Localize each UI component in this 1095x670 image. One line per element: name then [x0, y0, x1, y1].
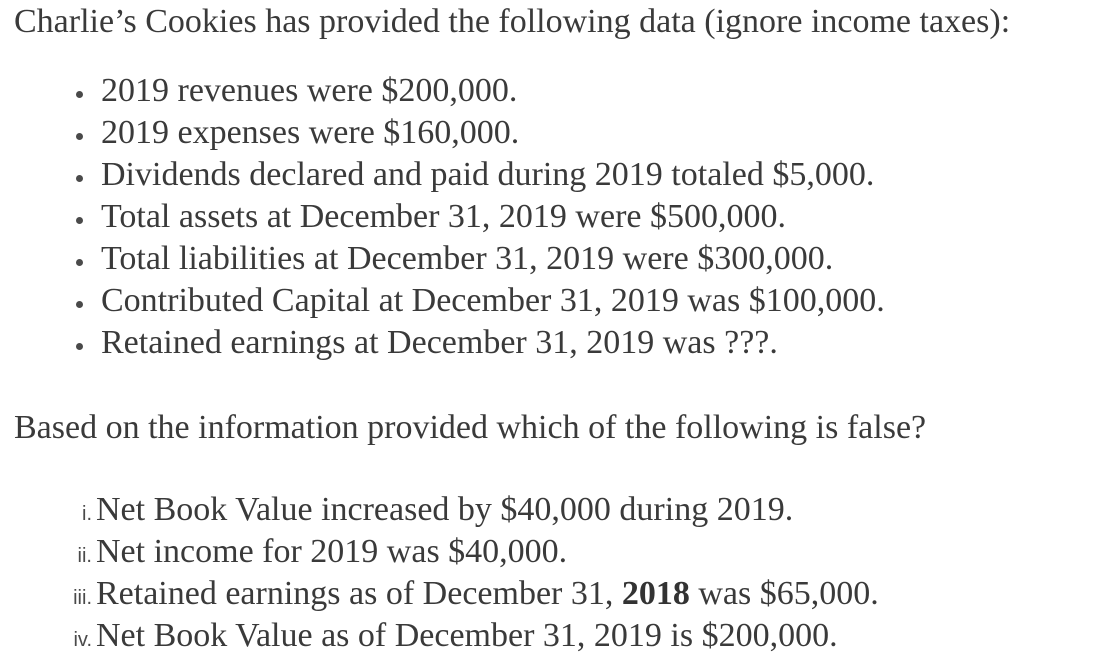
option-text: Net Book Value as of December 31, 2019 is $200,000. — [96, 617, 838, 654]
list-item — [74, 280, 885, 322]
fact-text: Total assets at December 31, 2019 were $500,000. — [101, 198, 786, 235]
option-item — [0, 533, 879, 575]
options-list — [0, 491, 879, 659]
bullet-icon — [76, 133, 83, 140]
option-numeral: iii. — [73, 587, 92, 609]
option-numeral: i. — [82, 503, 92, 525]
list-item — [74, 154, 885, 196]
option-item — [0, 575, 879, 617]
fact-text: Contributed Capital at December 31, 2019 was $100,000. — [101, 282, 885, 319]
list-item — [74, 196, 885, 238]
fact-text: Total liabilities at December 31, 2019 were $300,000. — [101, 240, 834, 277]
list-item — [74, 238, 885, 280]
option-item — [0, 491, 879, 533]
bullet-icon — [76, 343, 83, 350]
fact-text: 2019 expenses were $160,000. — [101, 114, 520, 151]
list-item — [74, 112, 885, 154]
option-text — [96, 575, 879, 613]
list-item — [74, 322, 885, 364]
facts-list — [74, 70, 885, 364]
intro-text: Charlie’s Cookies has provided the following data (ignore income taxes): — [14, 3, 1011, 40]
fact-text: Retained earnings at December 31, 2019 was ???. — [101, 324, 778, 361]
option-bold-year: 2018 — [621, 575, 690, 612]
bullet-icon — [76, 175, 83, 182]
option-text: Net Book Value increased by $40,000 during 2019. — [96, 491, 794, 528]
list-item — [74, 70, 885, 112]
question-text: Based on the information provided which of the following is false? — [14, 409, 927, 446]
option-text-before: Retained earnings as of December 31, — [96, 575, 622, 612]
bullet-icon — [76, 259, 83, 266]
bullet-icon — [76, 301, 83, 308]
bullet-icon — [76, 217, 83, 224]
option-numeral: ii. — [77, 545, 92, 567]
fact-text: Dividends declared and paid during 2019 totaled $5,000. — [101, 156, 875, 193]
option-item — [0, 617, 879, 659]
bullet-icon — [76, 91, 83, 98]
option-text-after: was $65,000. — [689, 575, 879, 612]
fact-text: 2019 revenues were $200,000. — [101, 72, 518, 109]
option-numeral: iv. — [73, 629, 92, 651]
option-text: Net income for 2019 was $40,000. — [96, 533, 568, 570]
